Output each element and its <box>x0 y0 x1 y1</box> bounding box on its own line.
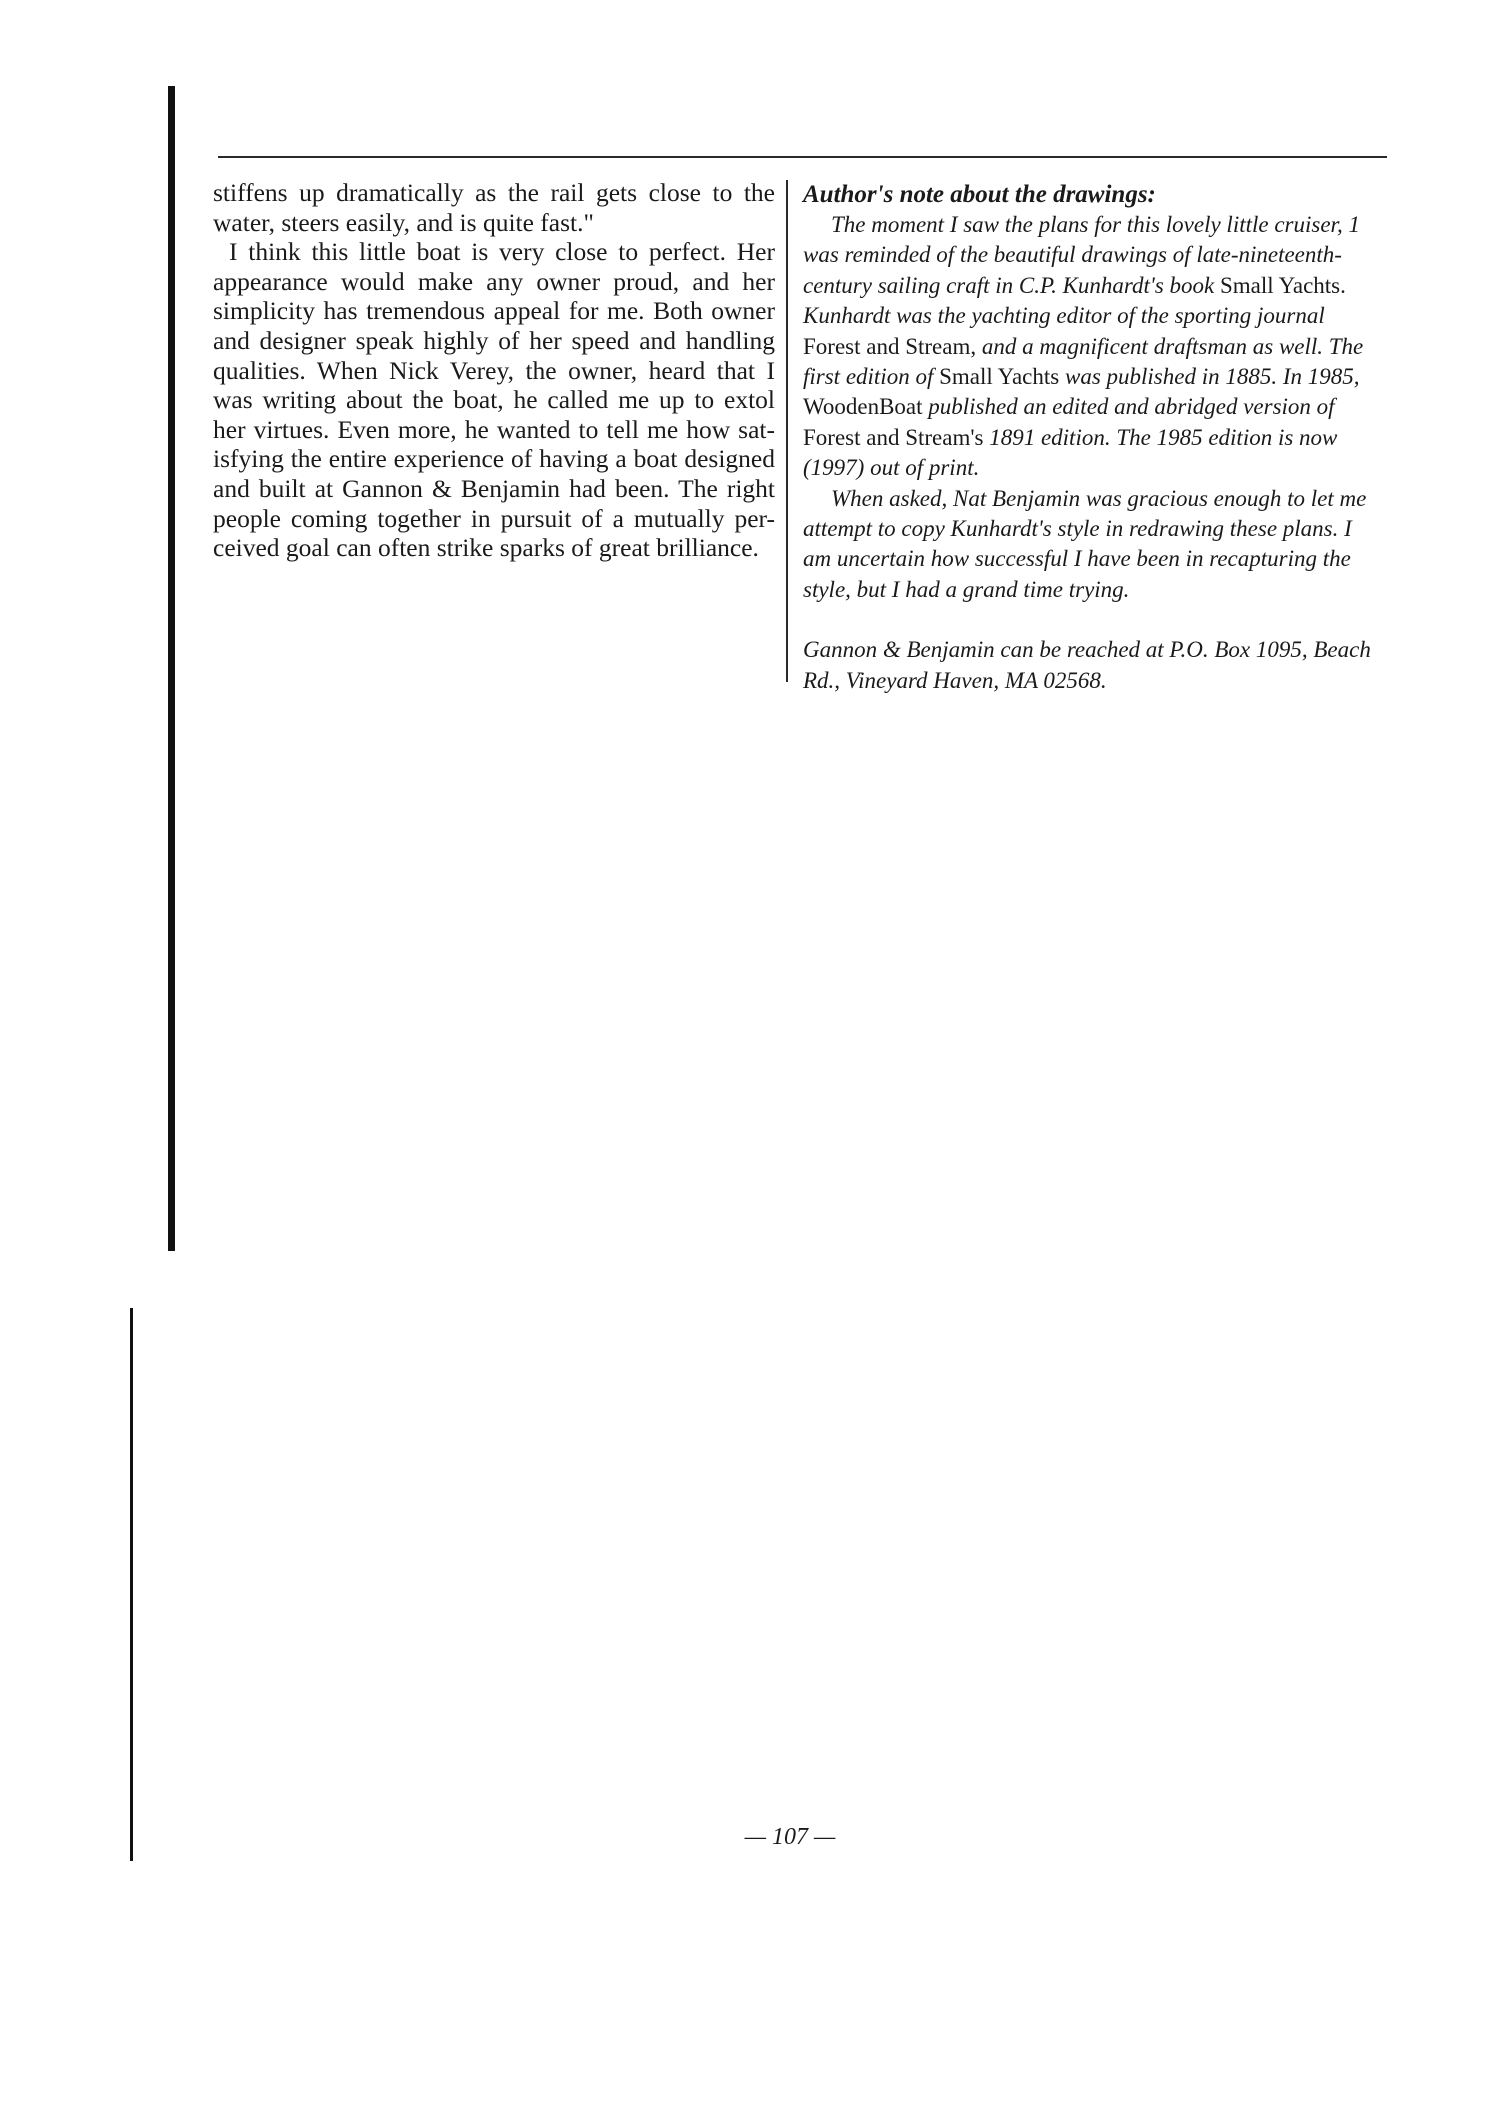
book-title: Small Yachts <box>939 364 1060 390</box>
author-note-sidebar <box>803 180 1383 696</box>
book-title: Small Yachts. <box>1220 272 1346 298</box>
margin-bar-thin <box>130 1308 133 1861</box>
sidebar-paragraph <box>803 210 1383 484</box>
note-text: The moment I saw the plans for this lovely little cruiser, 1 was reminded of the beautiful drawings of late-nineteenth-century sailing craft in C.P. Kunhardt's book <box>803 212 1360 298</box>
sidebar-paragraph: When asked, Nat Benjamin was gracious enough to let me attempt to copy Kunhardt's style in redrawing these plans. I am uncertain how successful I have been in recapturing the style, but I had a grand time trying. <box>803 485 1367 602</box>
body-paragraph: I think this little boat is very close to perfect. Her appearance would make any owner proud, and her simplicity has tremendous appeal for me. Both owner and designer speak highly of her speed and handling qualities. When Nick Verey, the owner, heard that I was writing about the boat, he called me up to extol her virtues. Even more, he wanted to tell me how sat-isfying the entire experience of having a boat designed and built at Gannon & Benjamin had been. The right people coming together in pursuit of a mutually per-ceived goal can often strike sparks of great brilliance. <box>213 237 775 563</box>
note-text: published an edited and abridged version of <box>922 394 1335 420</box>
note-text: 1891 edition. The 1985 edition is now (1997) out of print. <box>803 424 1338 481</box>
journal-title: Forest and Stream's <box>803 424 984 450</box>
note-text: was published in 1885. In 1985, <box>1059 364 1360 390</box>
page-number: — 107 — <box>744 1824 836 1850</box>
journal-title: Forest and Stream, <box>803 333 977 359</box>
margin-bar-thick <box>168 86 175 1251</box>
header-rule <box>218 156 1387 158</box>
column-divider <box>786 180 788 682</box>
body-paragraph: stiffens up dramatically as the rail gets close to the water, steers easily, and is quite fast." <box>213 178 775 237</box>
contact-info: Gannon & Benjamin can be reached at P.O. Box 1095, Beach Rd., Vineyard Haven, MA 02568. <box>803 637 1371 693</box>
note-text: Kunhardt was the yachting editor of the sporting journal <box>803 303 1325 329</box>
sidebar-heading: Author's note about the drawings: <box>803 181 1156 208</box>
magazine-title: WoodenBoat <box>803 394 923 420</box>
main-text-column <box>213 178 775 563</box>
note-text: and a magnificent draftsman as well. The first edition of <box>803 333 1364 390</box>
